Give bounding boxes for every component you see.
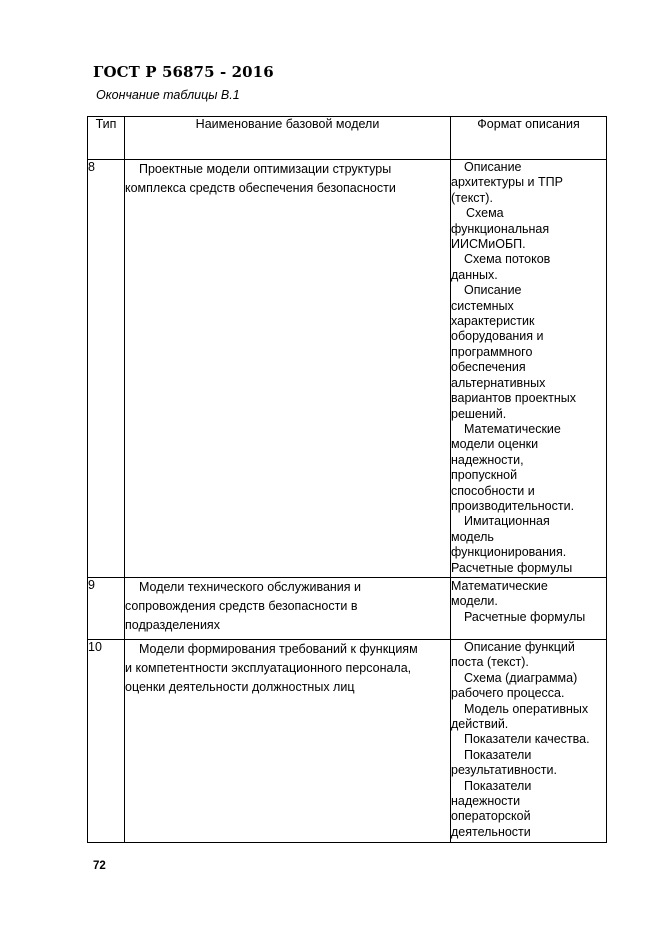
table-row xyxy=(88,160,607,578)
format-line: Расчетные формулы xyxy=(464,609,586,624)
format-line: Показатели xyxy=(464,778,532,793)
format-line: Имитационная xyxy=(464,514,550,529)
column-header-model-name: Наименование базовой модели xyxy=(125,117,451,160)
format-line: (текст). xyxy=(451,190,493,205)
cell-format xyxy=(451,578,607,640)
format-line: вариантов проектных xyxy=(451,391,576,406)
format-line: системных xyxy=(451,298,514,313)
format-line: данных. xyxy=(451,267,498,282)
page-number: 72 xyxy=(93,860,106,872)
models-table xyxy=(87,116,607,843)
format-line: пропускной xyxy=(451,468,518,483)
format-line: производительности. xyxy=(451,498,575,513)
model-name-line: Модели технического обслуживания и xyxy=(139,580,362,594)
cell-type: 10 xyxy=(88,640,125,843)
format-line: характеристик xyxy=(451,314,535,329)
model-name-line: и компетентности эксплуатационного персонала, xyxy=(125,661,412,675)
table-continuation-caption: Окончание таблицы В.1 xyxy=(96,88,240,102)
format-line: надежности xyxy=(451,794,521,809)
column-header-format: Формат описания xyxy=(451,117,607,160)
model-name-line: Проектные модели оптимизации структуры xyxy=(139,162,392,176)
format-line: надежности, xyxy=(451,452,524,467)
format-line: оборудования и xyxy=(451,329,544,344)
format-line: Описание xyxy=(464,283,522,298)
cell-type: 9 xyxy=(88,578,125,640)
format-line: обеспечения xyxy=(451,360,526,375)
format-line: Схема потоков xyxy=(464,252,551,267)
model-name-line: подразделениях xyxy=(125,618,220,632)
format-line: Расчетные формулы xyxy=(451,560,573,575)
format-line: функционирования. xyxy=(451,545,567,560)
cell-type: 8 xyxy=(88,160,125,578)
cell-format xyxy=(451,640,607,843)
format-line: операторской xyxy=(451,809,531,824)
table-header-row xyxy=(88,117,607,160)
cell-model-name xyxy=(125,640,451,843)
table-row xyxy=(88,578,607,640)
column-header-type: Тип xyxy=(88,117,125,160)
format-line: альтернативных xyxy=(451,375,546,390)
model-name-line: оценки деятельности должностных лиц xyxy=(125,680,355,694)
model-name-line: сопровождения средств безопасности в xyxy=(125,599,358,613)
format-line: способности и xyxy=(451,483,535,498)
format-line: деятельности xyxy=(451,824,531,839)
cell-model-name xyxy=(125,160,451,578)
format-line: архитектуры и ТПР xyxy=(451,175,563,190)
format-line: результативности. xyxy=(451,763,557,778)
format-line: поста (текст). xyxy=(451,655,529,670)
table-row xyxy=(88,640,607,843)
model-name-line: комплекса средств обеспечения безопасности xyxy=(125,181,396,195)
format-line: действий. xyxy=(451,717,509,732)
format-line: Описание функций xyxy=(464,640,575,654)
format-line: решений. xyxy=(451,406,507,421)
format-line: Показатели качества. xyxy=(464,732,590,747)
format-line: модель xyxy=(451,529,494,544)
format-line: Модель оперативных xyxy=(464,701,589,716)
format-line: Схема (диаграмма) xyxy=(464,670,578,685)
format-line: функциональная xyxy=(451,221,550,236)
format-line: рабочего процесса. xyxy=(451,686,565,701)
format-line: Схема xyxy=(466,206,504,221)
format-line: программного xyxy=(451,344,533,359)
document-header: ГОСТ Р 56875 - 2016 xyxy=(93,63,274,81)
cell-format xyxy=(451,160,607,578)
format-line: Математические xyxy=(451,579,548,593)
format-line: модели оценки xyxy=(451,437,539,452)
model-name-line: Модели формирования требований к функциям xyxy=(139,642,418,656)
format-line: Показатели xyxy=(464,747,532,762)
format-line: модели. xyxy=(451,594,498,609)
format-line: Описание xyxy=(464,160,522,174)
format-line: ИИСМиОБП. xyxy=(451,237,526,252)
cell-model-name xyxy=(125,578,451,640)
format-line: Математические xyxy=(464,421,561,436)
